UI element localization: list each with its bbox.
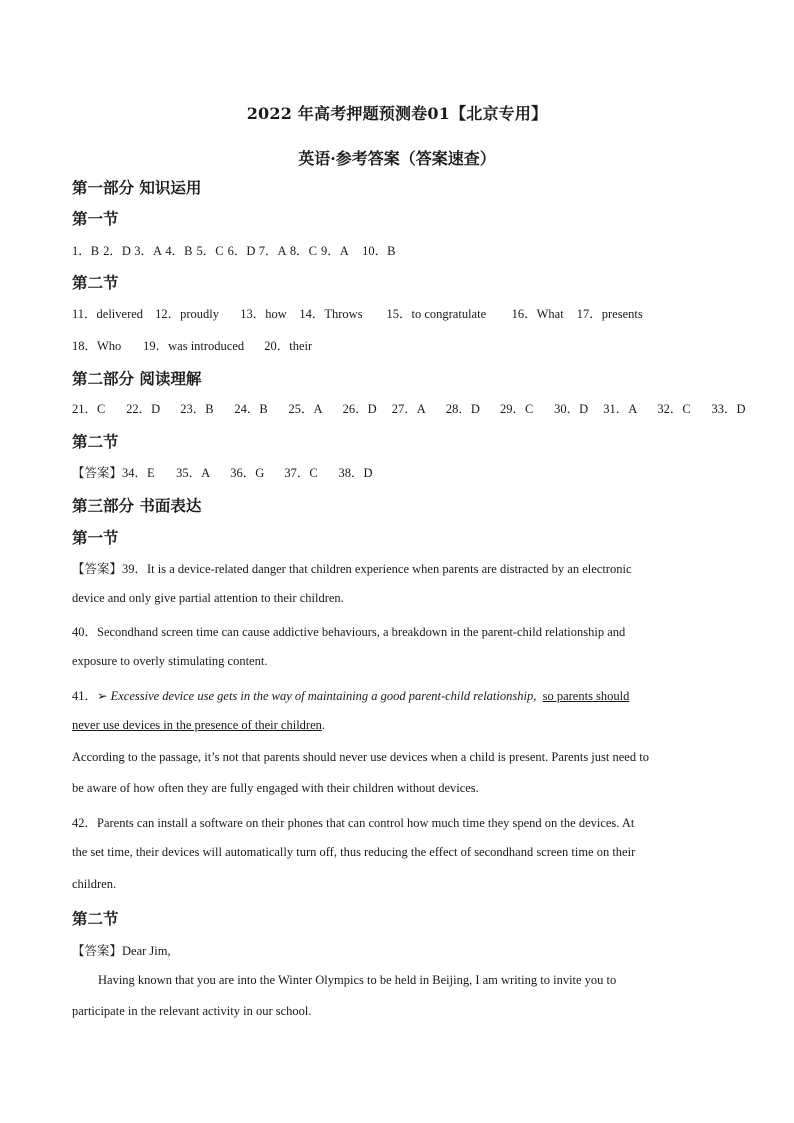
answer-label: 【答案】 xyxy=(72,562,123,576)
q39-line1 xyxy=(72,559,632,577)
answer-item: 25．A xyxy=(288,402,323,416)
answer-item: 24．B xyxy=(234,402,268,416)
answer-item: 11．delivered xyxy=(72,307,144,321)
q42-line1: 42．Parents can install a software on their phones that can control how much time they spend on the devices. At xyxy=(72,816,635,830)
answer-item: 22．D xyxy=(126,402,161,416)
answer-item: 2．D xyxy=(103,244,131,258)
answer-item: 17．presents xyxy=(576,307,643,321)
part3-heading: 第三部分 书面表达 xyxy=(72,497,202,515)
q41-line2 xyxy=(72,718,325,733)
answer-item: 20．their xyxy=(264,339,313,353)
part1-section1-heading: 第一节 xyxy=(72,210,119,228)
answer-label: 【答案】 xyxy=(72,466,123,480)
q41-prefix: 41．➢ xyxy=(72,689,111,703)
q39-line2: device and only give partial attention to their children. xyxy=(72,591,344,605)
answer-item: 1．B xyxy=(72,244,100,258)
answer-item: 12．proudly xyxy=(155,307,220,321)
q39-text: 39．It is a device-related danger that children experience when parents are distracted by an electronic xyxy=(122,562,632,576)
letter-line1: Having known that you are into the Winter Olympics to be held in Beijing, I am writing to invite you to xyxy=(98,973,617,987)
answer-item: 28．D xyxy=(445,402,480,416)
answer-item: 18．Who xyxy=(72,339,122,353)
answer-item: 23．B xyxy=(180,402,214,416)
answer-item: 8．C xyxy=(289,244,317,258)
q41-italic-text: Excessive device use gets in the way of maintaining a good parent-child relationship, xyxy=(110,689,537,703)
answer-item: 6．D xyxy=(227,244,256,258)
part1-section1-answers xyxy=(72,241,395,259)
answer-label: 【答案】 xyxy=(72,944,123,958)
answer-item: 3．A xyxy=(134,244,163,258)
part1-section2-row1 xyxy=(72,304,643,322)
q40-line1: 40．Secondhand screen time can cause addictive behaviours, a breakdown in the parent-child relationship and xyxy=(72,625,626,639)
q41-line4: be aware of how often they are fully engaged with their children without devices. xyxy=(72,781,479,795)
answer-item: 13．how xyxy=(240,307,287,321)
answer-item: 33．D xyxy=(711,402,746,416)
answer-item: 4．B xyxy=(165,244,193,258)
answer-item: 34．E xyxy=(122,466,155,480)
answer-item: 15．to congratulate xyxy=(386,307,487,321)
answer-item: 10．B xyxy=(362,244,396,258)
answer-item: 37．C xyxy=(284,466,318,480)
letter-line2: participate in the relevant activity in our school. xyxy=(72,1004,312,1018)
part2-answers xyxy=(72,399,746,417)
answer-item: 35．A xyxy=(176,466,211,480)
page-subtitle: 英语·参考答案（答案速查） xyxy=(298,149,496,168)
letter-greeting-line xyxy=(72,941,171,959)
answer-item: 21．C xyxy=(72,402,106,416)
page-title: 2022 年高考押题预测卷01【北京专用】 xyxy=(246,104,548,123)
q41-underlined-text: so parents should xyxy=(542,689,630,703)
answer-item: 29．C xyxy=(500,402,534,416)
answer-item: 31．A xyxy=(603,402,638,416)
part1-section2-row2 xyxy=(72,336,312,354)
q41-period: . xyxy=(321,718,326,732)
q42-line3: children. xyxy=(72,877,117,891)
answer-item: 30．D xyxy=(554,402,589,416)
q41-line1 xyxy=(72,686,629,704)
answer-item: 27．A xyxy=(391,402,426,416)
part1-heading: 第一部分 知识运用 xyxy=(72,179,202,197)
q41-line3: According to the passage, it’s not that parents should never use devices when a child is present. Parents just need to xyxy=(72,750,649,764)
answer-item: 16．What xyxy=(511,307,564,321)
part3-section1-heading: 第一节 xyxy=(72,529,119,547)
q41-underlined-text: never use devices in the presence of their children xyxy=(72,718,322,732)
q42-line2: the set time, their devices will automatically turn off, thus reducing the effect of secondhand screen time on their xyxy=(72,845,636,859)
answer-item: 9．A xyxy=(321,244,349,258)
answer-item: 26．D xyxy=(342,402,377,416)
answer-item: 36．G xyxy=(230,466,265,480)
part3-section2-heading: 第二节 xyxy=(72,910,119,928)
answer-item: 38．D xyxy=(338,466,373,480)
part2-section2-answers xyxy=(72,463,373,481)
answer-item: 5．C xyxy=(196,244,224,258)
letter-greeting: Dear Jim, xyxy=(122,944,171,958)
answer-item: 7．A xyxy=(258,244,287,258)
q40-line2: exposure to overly stimulating content. xyxy=(72,654,268,668)
part2-section2-heading: 第二节 xyxy=(72,433,119,451)
answer-item: 19．was introduced xyxy=(143,339,245,353)
answer-item: 14．Throws xyxy=(299,307,363,321)
answer-item: 32．C xyxy=(657,402,691,416)
part1-section2-heading: 第二节 xyxy=(72,274,119,292)
part2-heading: 第二部分 阅读理解 xyxy=(72,370,202,388)
